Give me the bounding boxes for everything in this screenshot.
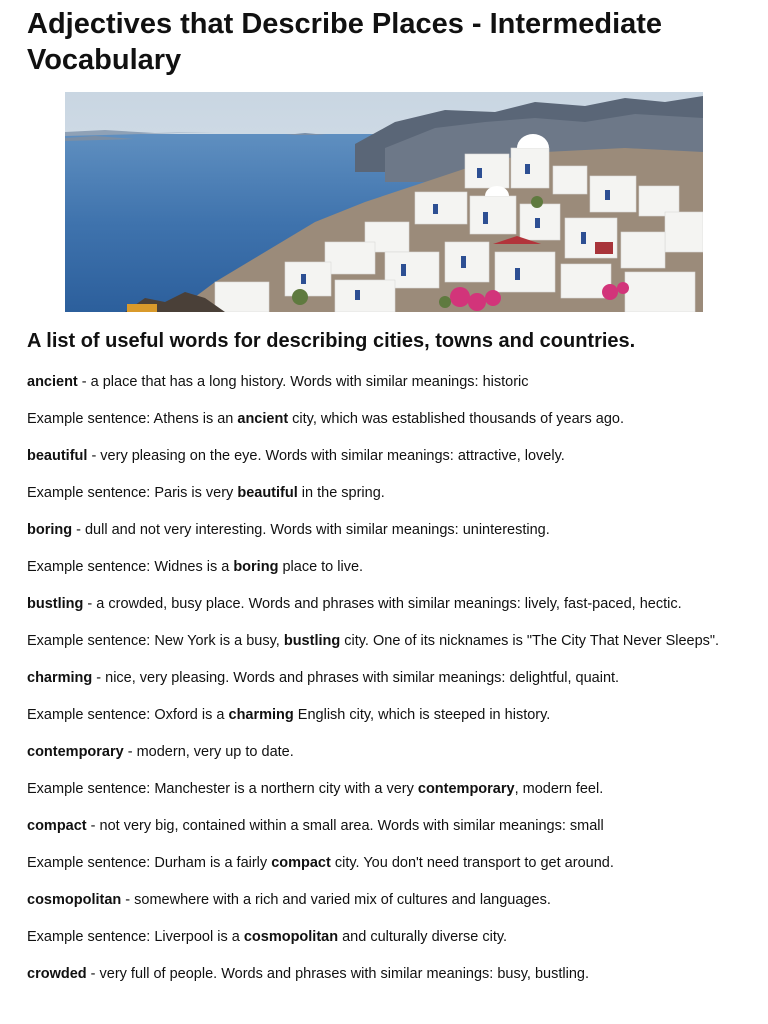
page-title: Adjectives that Describe Places - Intermediate Vocabulary (27, 8, 663, 76)
example-ancient (27, 408, 739, 430)
term: boring (27, 522, 73, 538)
definition-cosmopolitan (27, 889, 739, 911)
example-bustling (27, 630, 739, 652)
example-term: compact (271, 855, 331, 871)
definition-text: - modern, very up to date. (123, 744, 294, 760)
definition-bustling (27, 593, 739, 615)
example-prefix: Example sentence: Durham is a fairly (27, 855, 272, 871)
term: compact (27, 818, 87, 834)
vocabulary-list (27, 371, 739, 1000)
term: charming (27, 670, 93, 686)
page-subtitle: A list of useful words for describing cities, towns and countries. (27, 330, 636, 352)
term: crowded (27, 966, 87, 982)
example-boring (27, 556, 739, 578)
article (27, 6, 739, 78)
hero-image-illustration (65, 92, 703, 312)
term: cosmopolitan (27, 892, 122, 908)
example-term: cosmopolitan (243, 929, 339, 945)
term: bustling (27, 596, 84, 612)
definition-text: - very full of people. Words and phrases with similar meanings: busy, bustling. (86, 966, 589, 982)
example-suffix: city, which was established thousands of years ago. (288, 411, 624, 427)
definition-text: - very pleasing on the eye. Words with similar meanings: attractive, lovely. (87, 448, 565, 464)
definition-contemporary (27, 741, 739, 763)
example-term: beautiful (237, 485, 298, 501)
term: beautiful (27, 448, 88, 464)
definition-text: - not very big, contained within a small area. Words with similar meanings: small (86, 818, 604, 834)
example-suffix: in the spring. (297, 485, 385, 501)
example-suffix: city. You don't need transport to get around. (330, 855, 614, 871)
definition-text: - dull and not very interesting. Words with similar meanings: uninteresting. (72, 522, 550, 538)
term: ancient (27, 374, 78, 390)
definition-boring (27, 519, 739, 541)
example-suffix: and culturally diverse city. (338, 929, 508, 945)
definition-crowded (27, 963, 739, 985)
example-prefix: Example sentence: Oxford is a (27, 707, 229, 723)
definition-ancient (27, 371, 739, 393)
example-prefix: Example sentence: Athens is an (27, 411, 238, 427)
example-suffix: place to live. (278, 559, 364, 575)
example-prefix: Example sentence: New York is a busy, (27, 633, 284, 649)
example-term: charming (228, 707, 294, 723)
example-compact (27, 852, 739, 874)
example-term: ancient (237, 411, 289, 427)
example-suffix: , modern feel. (514, 781, 604, 797)
example-suffix: city. One of its nicknames is "The City That Never Sleeps". (340, 633, 720, 649)
example-prefix: Example sentence: Liverpool is a (27, 929, 244, 945)
example-cosmopolitan (27, 926, 739, 948)
example-prefix: Example sentence: Manchester is a northern city with a very (27, 781, 418, 797)
example-suffix: English city, which is steeped in history. (293, 707, 551, 723)
example-prefix: Example sentence: Paris is very (27, 485, 238, 501)
example-contemporary (27, 778, 739, 800)
example-term: contemporary (417, 781, 515, 797)
example-term: boring (233, 559, 279, 575)
example-beautiful (27, 482, 739, 504)
example-prefix: Example sentence: Widnes is a (27, 559, 234, 575)
example-term: bustling (283, 633, 341, 649)
definition-text: - a place that has a long history. Words with similar meanings: historic (77, 374, 529, 390)
definition-compact (27, 815, 739, 837)
definition-text: - somewhere with a rich and varied mix of cultures and languages. (121, 892, 551, 908)
term: contemporary (27, 744, 124, 760)
definition-charming (27, 667, 739, 689)
example-charming (27, 704, 739, 726)
definition-text: - nice, very pleasing. Words and phrases with similar meanings: delightful, quaint. (92, 670, 620, 686)
definition-beautiful (27, 445, 739, 467)
definition-text: - a crowded, busy place. Words and phrases with similar meanings: lively, fast-paced, hectic. (83, 596, 682, 612)
hero-image-coastal-village (65, 92, 703, 312)
